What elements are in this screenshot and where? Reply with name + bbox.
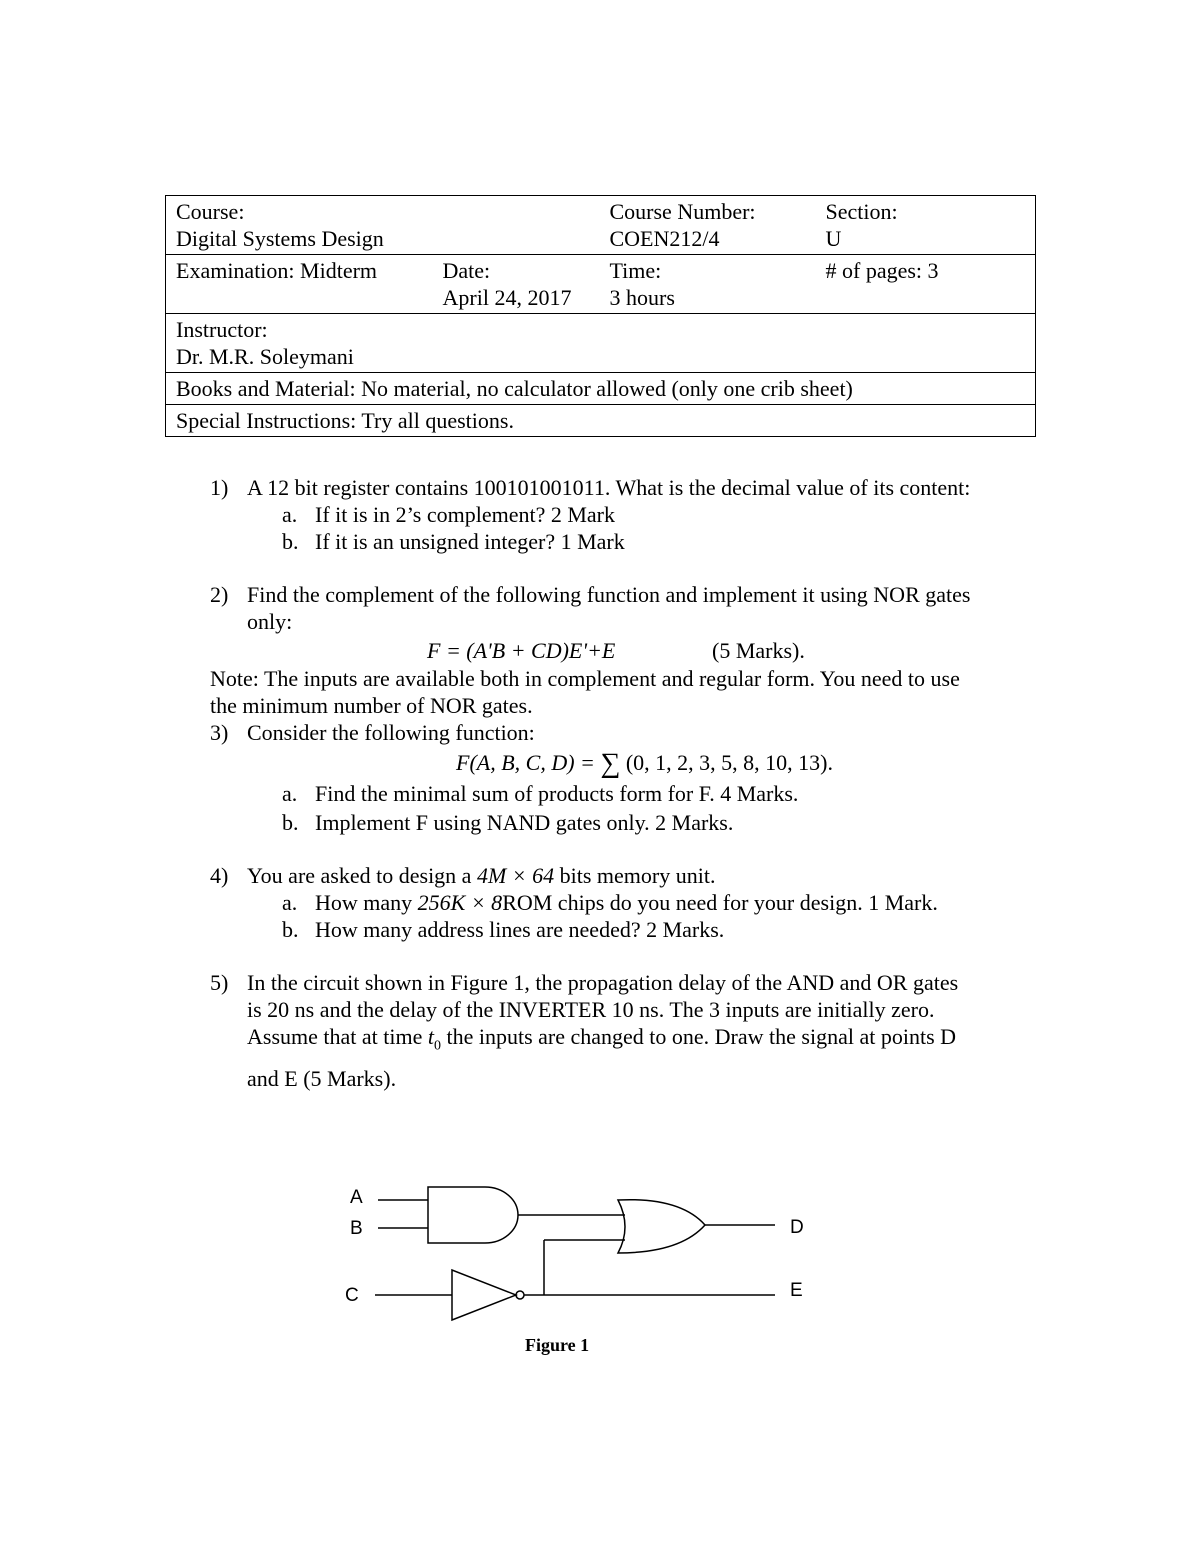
label-a: A bbox=[350, 1187, 363, 1208]
question-4b bbox=[210, 916, 1050, 943]
question-5-line1: In the circuit shown in Figure 1, the propagation delay of the AND and OR gates bbox=[247, 970, 959, 995]
header-row-course bbox=[166, 196, 1036, 255]
question-3 bbox=[210, 719, 1050, 746]
special-cell bbox=[166, 405, 1036, 437]
question-4a-letter: a. bbox=[282, 890, 298, 915]
instructor-value: Dr. M.R. Soleymani bbox=[176, 344, 354, 369]
pages-cell bbox=[816, 255, 1036, 314]
header-row-exam bbox=[166, 255, 1036, 314]
question-4a bbox=[210, 889, 1050, 916]
inverter-gate bbox=[452, 1270, 516, 1320]
label-b: B bbox=[350, 1218, 363, 1239]
question-3a-text: Find the minimal sum of products form for F. 4 Marks. bbox=[315, 781, 799, 806]
examination-cell bbox=[166, 255, 433, 314]
question-2 bbox=[210, 581, 1050, 608]
question-3-text: Consider the following function: bbox=[247, 720, 535, 745]
question-1-text: A 12 bit register contains 100101001011. What is the decimal value of its content: bbox=[247, 475, 971, 500]
question-2-line2: only: bbox=[247, 609, 293, 634]
question-4-number: 4) bbox=[210, 863, 229, 888]
question-3-eq-rhs: (0, 1, 2, 3, 5, 8, 10, 13). bbox=[625, 750, 833, 775]
section-cell bbox=[816, 196, 1036, 255]
question-2-cont bbox=[210, 608, 1050, 635]
course-number-label: Course Number: bbox=[609, 199, 756, 224]
question-2-note-1: Note: The inputs are available both in complement and regular form. You need to use bbox=[210, 666, 960, 691]
question-5 bbox=[210, 969, 1050, 996]
question-4a-post: ROM chips do you need for your design. 1 Mark. bbox=[502, 890, 938, 915]
question-2-line1: Find the complement of the following function and implement it using NOR gates bbox=[247, 582, 971, 607]
date-label: Date: bbox=[442, 258, 491, 283]
question-4a-pre: How many bbox=[315, 890, 413, 915]
question-3-equation-row bbox=[210, 746, 1050, 779]
label-e: E bbox=[790, 1280, 803, 1301]
question-1 bbox=[210, 474, 1050, 501]
header-row-special bbox=[166, 405, 1036, 437]
question-1a-text: If it is in 2’s complement? 2 Mark bbox=[315, 502, 615, 527]
question-3b bbox=[210, 809, 1050, 836]
time-label: Time: bbox=[609, 258, 662, 283]
question-1b bbox=[210, 528, 1050, 555]
question-4 bbox=[210, 862, 1050, 889]
exam-header-table bbox=[165, 195, 1036, 437]
question-1-number: 1) bbox=[210, 475, 229, 500]
question-3a bbox=[210, 780, 1050, 807]
question-4a-math: 256K × 8 bbox=[417, 890, 503, 915]
question-3b-letter: b. bbox=[282, 810, 299, 835]
course-cell bbox=[166, 196, 600, 255]
instructor-cell bbox=[166, 314, 1036, 373]
question-2-number: 2) bbox=[210, 582, 229, 607]
label-d: D bbox=[790, 1217, 804, 1238]
question-4-math: 4M × 64 bbox=[476, 863, 555, 888]
header-row-books bbox=[166, 373, 1036, 405]
question-1b-letter: b. bbox=[282, 529, 299, 554]
course-label: Course: bbox=[176, 199, 245, 224]
question-2-marks: (5 Marks). bbox=[712, 638, 805, 663]
date-value: April 24, 2017 bbox=[442, 285, 572, 310]
questions-list bbox=[210, 474, 1050, 1092]
course-number-value: COEN212/4 bbox=[609, 226, 720, 251]
and-gate bbox=[428, 1187, 518, 1243]
time-cell bbox=[600, 255, 816, 314]
question-5-number: 5) bbox=[210, 970, 229, 995]
question-2-note-2: the minimum number of NOR gates. bbox=[210, 693, 533, 718]
question-5-line-3-row bbox=[210, 1023, 1050, 1059]
question-5-line-4-row bbox=[210, 1065, 1050, 1092]
books-text: Books and Material: No material, no calculator allowed (only one crib sheet) bbox=[176, 376, 853, 401]
question-5-line-2-row bbox=[210, 996, 1050, 1023]
question-5-line4: and E (5 Marks). bbox=[247, 1066, 397, 1092]
question-1a bbox=[210, 501, 1050, 528]
section-value: U bbox=[825, 226, 842, 251]
question-1b-text: If it is an unsigned integer? 1 Mark bbox=[315, 529, 625, 554]
question-5-line3-pre: Assume that at time bbox=[247, 1024, 423, 1049]
question-4-text-post: bits memory unit. bbox=[559, 863, 716, 888]
figure-caption: Figure 1 bbox=[525, 1335, 590, 1355]
question-1a-letter: a. bbox=[282, 502, 298, 527]
section-label: Section: bbox=[825, 199, 898, 224]
circuit-diagram bbox=[330, 1175, 810, 1335]
question-3b-text: Implement F using NAND gates only. 2 Marks. bbox=[315, 810, 734, 835]
books-cell bbox=[166, 373, 1036, 405]
question-4b-text: How many address lines are needed? 2 Marks. bbox=[315, 917, 725, 942]
date-cell bbox=[433, 255, 600, 314]
header-row-instructor bbox=[166, 314, 1036, 373]
special-text: Special Instructions: Try all questions. bbox=[176, 408, 514, 433]
time-value: 3 hours bbox=[609, 285, 675, 310]
question-3a-letter: a. bbox=[282, 781, 298, 806]
question-4a-text bbox=[315, 889, 938, 916]
question-3-eq-lhs: F(A, B, C, D) = bbox=[456, 750, 595, 775]
pages-text: # of pages: 3 bbox=[825, 258, 939, 283]
question-5-line2: is 20 ns and the delay of the INVERTER 10 ns. The 3 inputs are initially zero. bbox=[247, 997, 935, 1022]
label-c: C bbox=[345, 1285, 359, 1306]
examination-text: Examination: Midterm bbox=[176, 258, 378, 283]
course-value: Digital Systems Design bbox=[176, 226, 384, 251]
question-5-t: $t_0$ bbox=[427, 1024, 441, 1054]
question-3-number: 3) bbox=[210, 720, 229, 745]
course-number-cell bbox=[600, 196, 816, 255]
question-4-text-pre: You are asked to design a bbox=[247, 863, 472, 888]
question-3-equation bbox=[456, 748, 833, 779]
or-gate bbox=[618, 1200, 705, 1253]
sigma-symbol: ∑ bbox=[600, 748, 621, 779]
instructor-label: Instructor: bbox=[176, 317, 268, 342]
question-5-line3-post: the inputs are changed to one. Draw the signal at points D bbox=[446, 1024, 957, 1049]
question-4b-letter: b. bbox=[282, 917, 299, 942]
question-2-equation-row bbox=[210, 635, 1050, 665]
question-2-equation: F = (A'B + CD)E'+E bbox=[427, 638, 616, 663]
